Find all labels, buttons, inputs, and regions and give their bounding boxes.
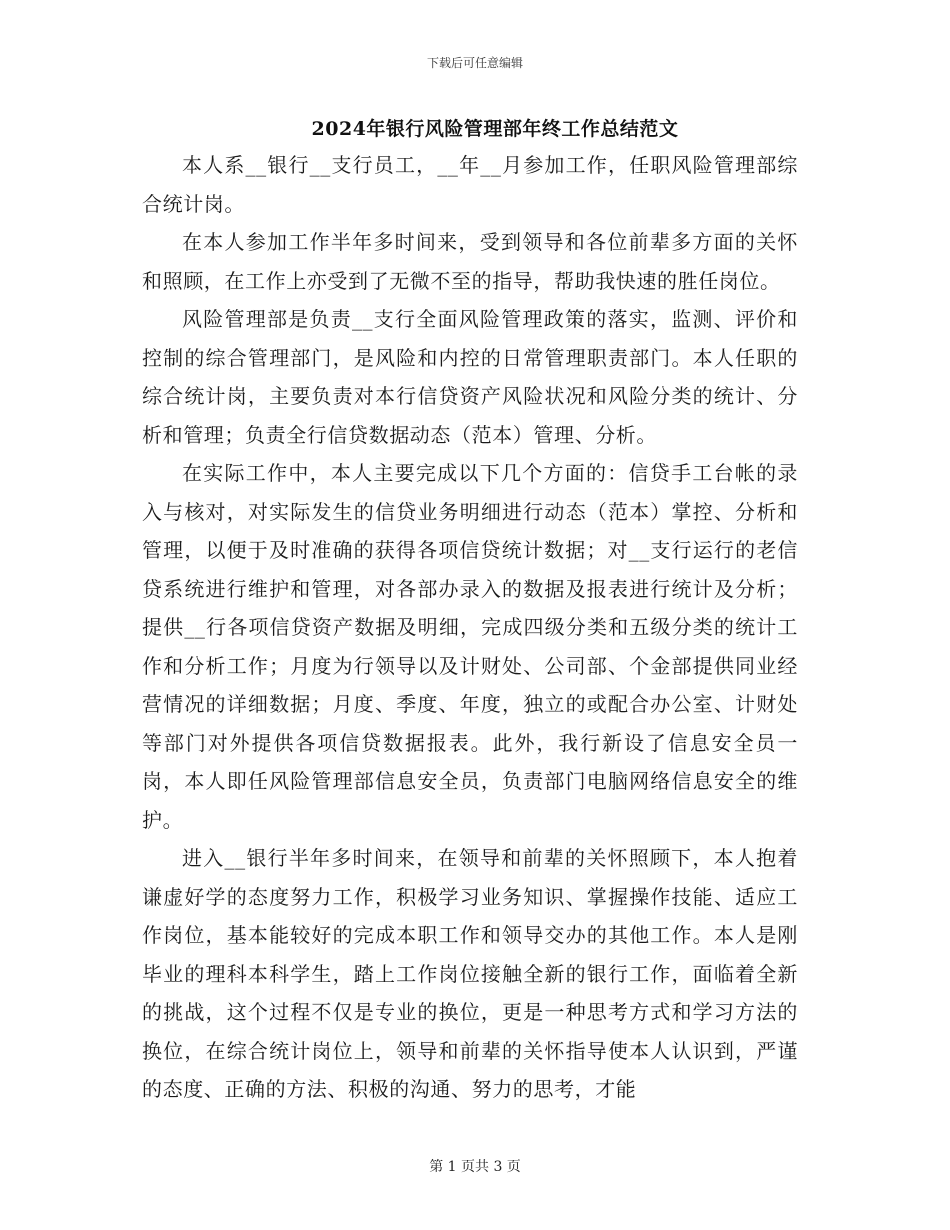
document-title: 2024年银行风险管理部年终工作总结范文 bbox=[311, 118, 679, 140]
document-body bbox=[142, 146, 798, 1109]
paragraph: 进入__银行半年多时间来，在领导和前辈的关怀照顾下，本人抱着谦虚好学的态度努力工作，积极学习业务知识、掌握操作技能、适应工作岗位，基本能较好的完成本职工作和领导交办的其他工作。本人是刚毕业的理科本科学生，踏上工作岗位接触全新的银行工作，面临着全新的挑战，这个过程不仅是专业的换位，更是一种思考方式和学习方法的换位，在综合统计岗位上，领导和前辈的关怀指导使本人认识到，严谨的态度、正确的方法、积极的沟通、努力的思考，才能 bbox=[142, 846, 798, 1101]
page-number-footer: 第 1 页共 3 页 bbox=[429, 1159, 521, 1175]
paragraph: 本人系__银行__支行员工，__年__月参加工作，任职风险管理部综合统计岗。 bbox=[142, 153, 798, 216]
header-note: 下载后可任意编辑 bbox=[426, 56, 523, 70]
paragraph: 风险管理部是负责__支行全面风险管理政策的落实，监测、评价和控制的综合管理部门，是风险和内控的日常管理职责部门。本人任职的综合统计岗，主要负责对本行信贷资产风险状况和风险分类的统计、分析和管理；负责全行信贷数据动态（范本）管理、分析。 bbox=[142, 307, 798, 447]
paragraph: 在实际工作中，本人主要完成以下几个方面的：信贷手工台帐的录入与核对，对实际发生的信贷业务明细进行动态（范本）掌控、分析和管理，以便于及时准确的获得各项信贷统计数据；对__支行运行的老信贷系统进行维护和管理，对各部办录入的数据及报表进行统计及分析；提供__行各项信贷资产数据及明细，完成四级分类和五级分类的统计工作和分析工作；月度为行领导以及计财处、公司部、个金部提供同业经营情况的详细数据；月度、季度、年度，独立的或配合办公室、计财处等部门对外提供各项信贷数据报表。此外，我行新设了信息安全员一岗，本人即任风险管理部信息安全员，负责部门电脑网络信息安全的维护。 bbox=[142, 461, 798, 832]
paragraph: 在本人参加工作半年多时间来，受到领导和各位前辈多方面的关怀和照顾，在工作上亦受到了无微不至的指导，帮助我快速的胜任岗位。 bbox=[142, 230, 798, 293]
